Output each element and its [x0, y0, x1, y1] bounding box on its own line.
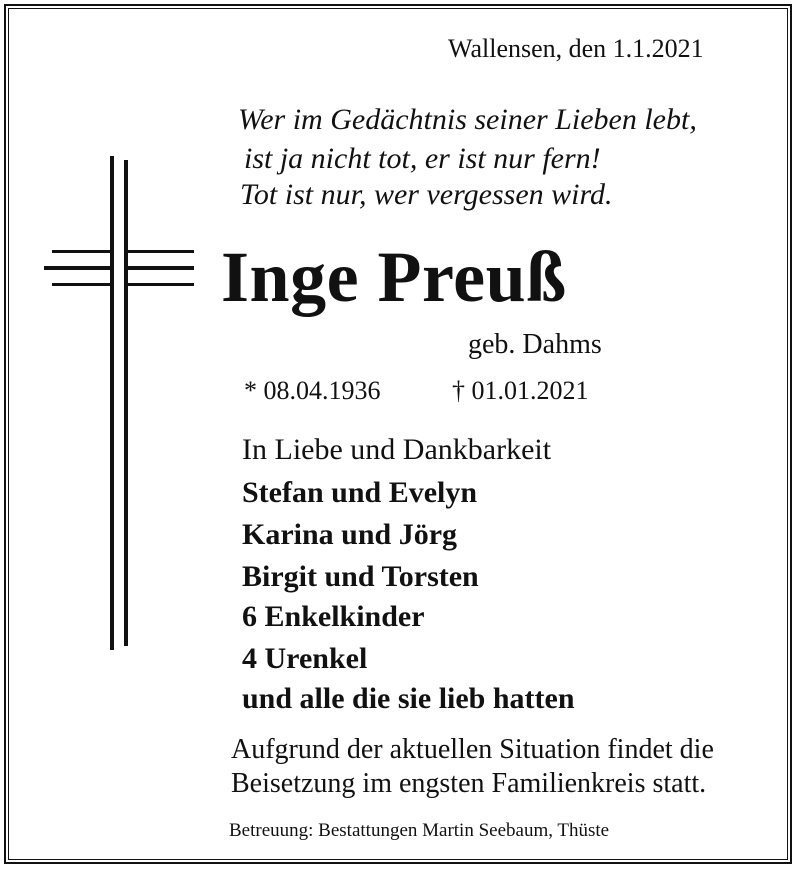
place-date: Wallensen, den 1.1.2021: [448, 34, 704, 63]
birth-date: * 08.04.1936: [244, 376, 381, 405]
mourner-name: Stefan und Evelyn: [242, 476, 478, 509]
mourner-name: 4 Urenkel: [242, 642, 368, 675]
death-date: † 01.01.2021: [452, 376, 589, 405]
quote-line-3: Tot ist nur, wer vergessen wird.: [240, 178, 613, 211]
maiden-name: geb. Dahms: [468, 329, 602, 360]
cross-icon: [40, 156, 200, 656]
mourner-name: und alle die sie lieb hatten: [242, 682, 575, 715]
mourner-name: Karina und Jörg: [242, 518, 458, 551]
deceased-name: Inge Preuß: [221, 237, 567, 317]
quote-line-1: Wer im Gedächtnis seiner Lieben lebt,: [238, 103, 697, 136]
mourners-intro: In Liebe und Dankbarkeit: [242, 433, 552, 466]
mourner-name: Birgit und Torsten: [242, 560, 479, 593]
notice-line-1: Aufgrund der aktuellen Situation findet die: [231, 734, 714, 765]
funeral-home-credit: Betreuung: Bestattungen Martin Seebaum, Thüste: [229, 820, 610, 841]
quote-line-2: ist ja nicht tot, er ist nur fern!: [244, 142, 601, 175]
notice-line-2: Beisetzung im engsten Familienkreis statt.: [231, 768, 707, 799]
mourner-name: 6 Enkelkinder: [242, 600, 425, 633]
